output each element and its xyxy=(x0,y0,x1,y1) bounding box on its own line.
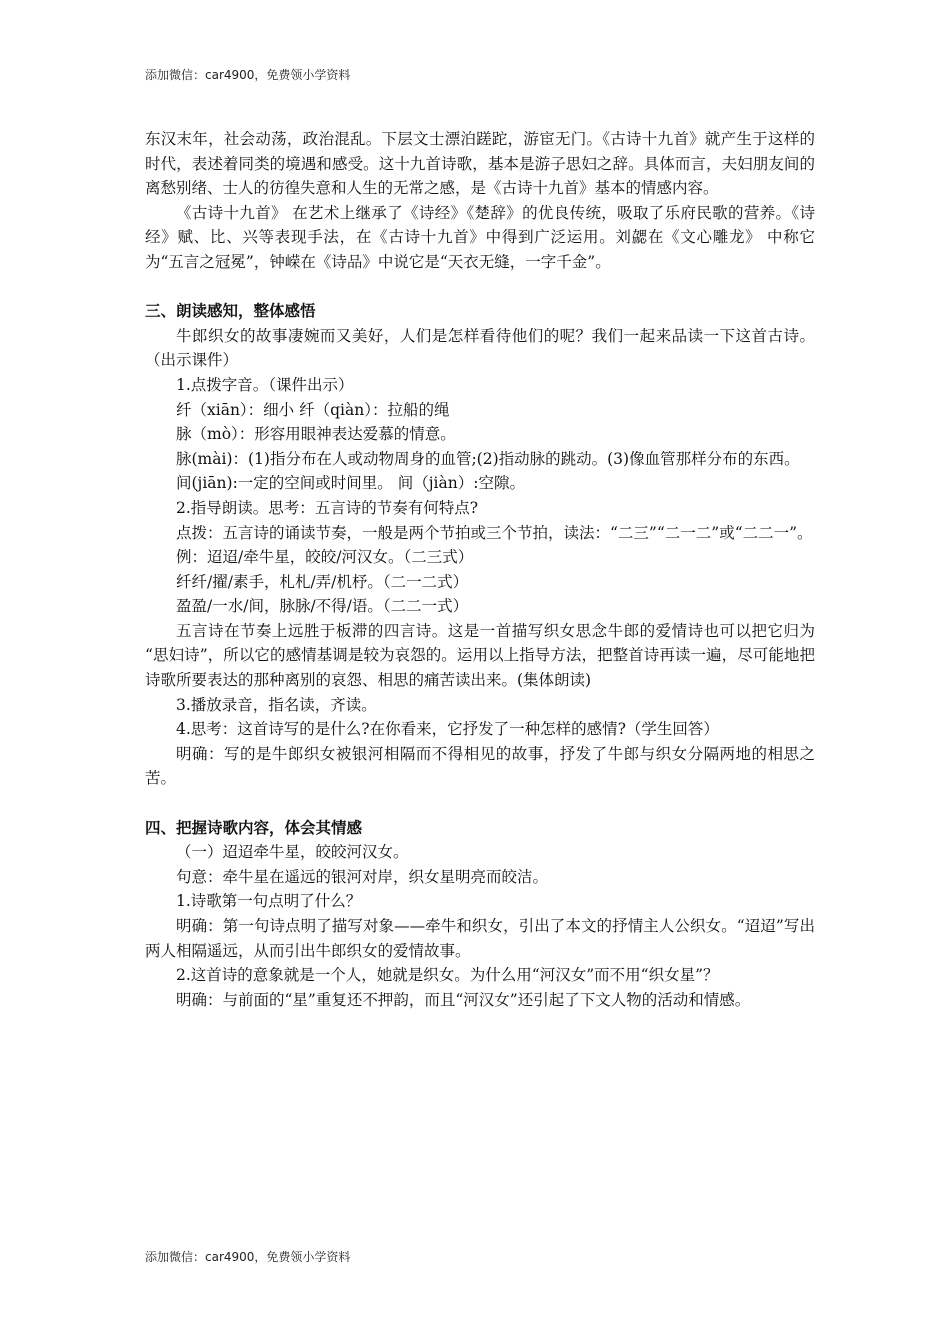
section-heading: 三、朗读感知，整体感悟 xyxy=(145,302,316,321)
paragraph: 1.诗歌第一句点明了什么？ xyxy=(176,892,362,911)
page-footer: 添加微信：car4900，免费领小学资料 xyxy=(145,1250,351,1264)
intro-paragraph: 《古诗十九首》 在艺术上继承了《诗经》《楚辞》的优良传统，吸取了乐府民歌的营养。《诗经》赋、比、兴等表现手法，在《古诗十九首》中得到广泛运用。刘勰在《文心雕龙》 中称它为“五言之冠冕”，钟嵘在《诗品》中说它是“天衣无缝，一字千金”。 xyxy=(145,203,815,271)
paragraph: 明确：与前面的“星”重复还不押韵，而且“河汉女”还引起了下文人物的活动和情感。 xyxy=(176,990,751,1009)
paragraph: 牛郎织女的故事凄婉而又美好，人们是怎样看待他们的呢？我们一起来品读一下这首古诗。（出示课件） xyxy=(145,326,815,370)
paragraph: 纤（xiān）：细小 纤（qiàn）：拉船的绳 xyxy=(176,400,450,419)
paragraph: 2.指导朗读。思考：五言诗的节奏有何特点? xyxy=(176,498,479,517)
spacer xyxy=(145,791,815,816)
paragraph: 4.思考：这首诗写的是什么?在你看来，它抒发了一种怎样的感情?（学生回答） xyxy=(176,720,719,739)
paragraph: 盈盈/一水/间，脉脉/不得/语。（二二一式） xyxy=(176,597,469,616)
paragraph: （一）迢迢牵牛星，皎皎河汉女。 xyxy=(176,843,409,862)
paragraph: 明确：第一句诗点明了描写对象——牵牛和织女，引出了本文的抒情主人公织女。“迢迢”写出两人相隔遥远，从而引出牛郎织女的爱情故事。 xyxy=(145,917,815,960)
paragraph: 纤纤/擢/素手，札札/弄/机杼。（二一二式） xyxy=(176,572,469,591)
intro-paragraph: 东汉末年，社会动荡，政治混乱。下层文士漂泊蹉跎，游宦无门。《古诗十九首》就产生于这样的时代，表述着同类的境遇和感受。这十九首诗歌，基本是游子思妇之辞。具体而言，夫妇朋友间的离愁别绪、士人的彷徨失意和人生的无常之感，是《古诗十九首》基本的情感内容。 xyxy=(145,130,815,198)
paragraph: 2.这首诗的意象就是一个人，她就是织女。为什么用“河汉女”而不用“织女星”？ xyxy=(176,966,719,985)
paragraph: 脉（mò）：形容用眼神表达爱慕的情意。 xyxy=(176,425,456,444)
paragraph: 间(jiān):一定的空间或时间里。 间（jiàn）:空隙。 xyxy=(176,474,525,493)
page-header: 添加微信：car4900，免费领小学资料 xyxy=(145,68,351,82)
paragraph: 句意：牵牛星在遥远的银河对岸，织女星明亮而皎洁。 xyxy=(176,867,549,886)
section-heading: 四、把握诗歌内容，体会其情感 xyxy=(145,818,363,837)
paragraph: 明确：写的是牛郎织女被银河相隔而不得相见的故事，抒发了牛郎与织女分隔两地的相思之苦。 xyxy=(145,744,815,788)
paragraph: 脉(mài)：(1)指分布在人或动物周身的血管;(2)指动脉的跳动。(3)像血管那样分布的东西。 xyxy=(176,449,800,468)
paragraph: 3.播放录音，指名读，齐读。 xyxy=(176,695,377,714)
document-body xyxy=(145,127,815,1012)
paragraph: 五言诗在节奏上远胜于板滞的四言诗。这是一首描写织女思念牛郎的爱情诗也可以把它归为 “思妇诗”，所以它的感情基调是较为哀怨的。运用以上指导方法，把整首诗再读一遍，尽可能地把诗歌所要表达的那种离别的哀怨、相思的痛苦读出来。(集体朗读) xyxy=(145,621,815,690)
paragraph: 1.点拨字音。（课件出示） xyxy=(176,375,354,394)
paragraph: 点拨：五言诗的诵读节奏，一般是两个节拍或三个节拍，读法：“二三”“二一二”或“二二一”。 xyxy=(176,523,813,542)
spacer xyxy=(145,275,815,300)
paragraph: 例：迢迢/牵牛星，皎皎/河汉女。（二三式） xyxy=(176,548,474,567)
